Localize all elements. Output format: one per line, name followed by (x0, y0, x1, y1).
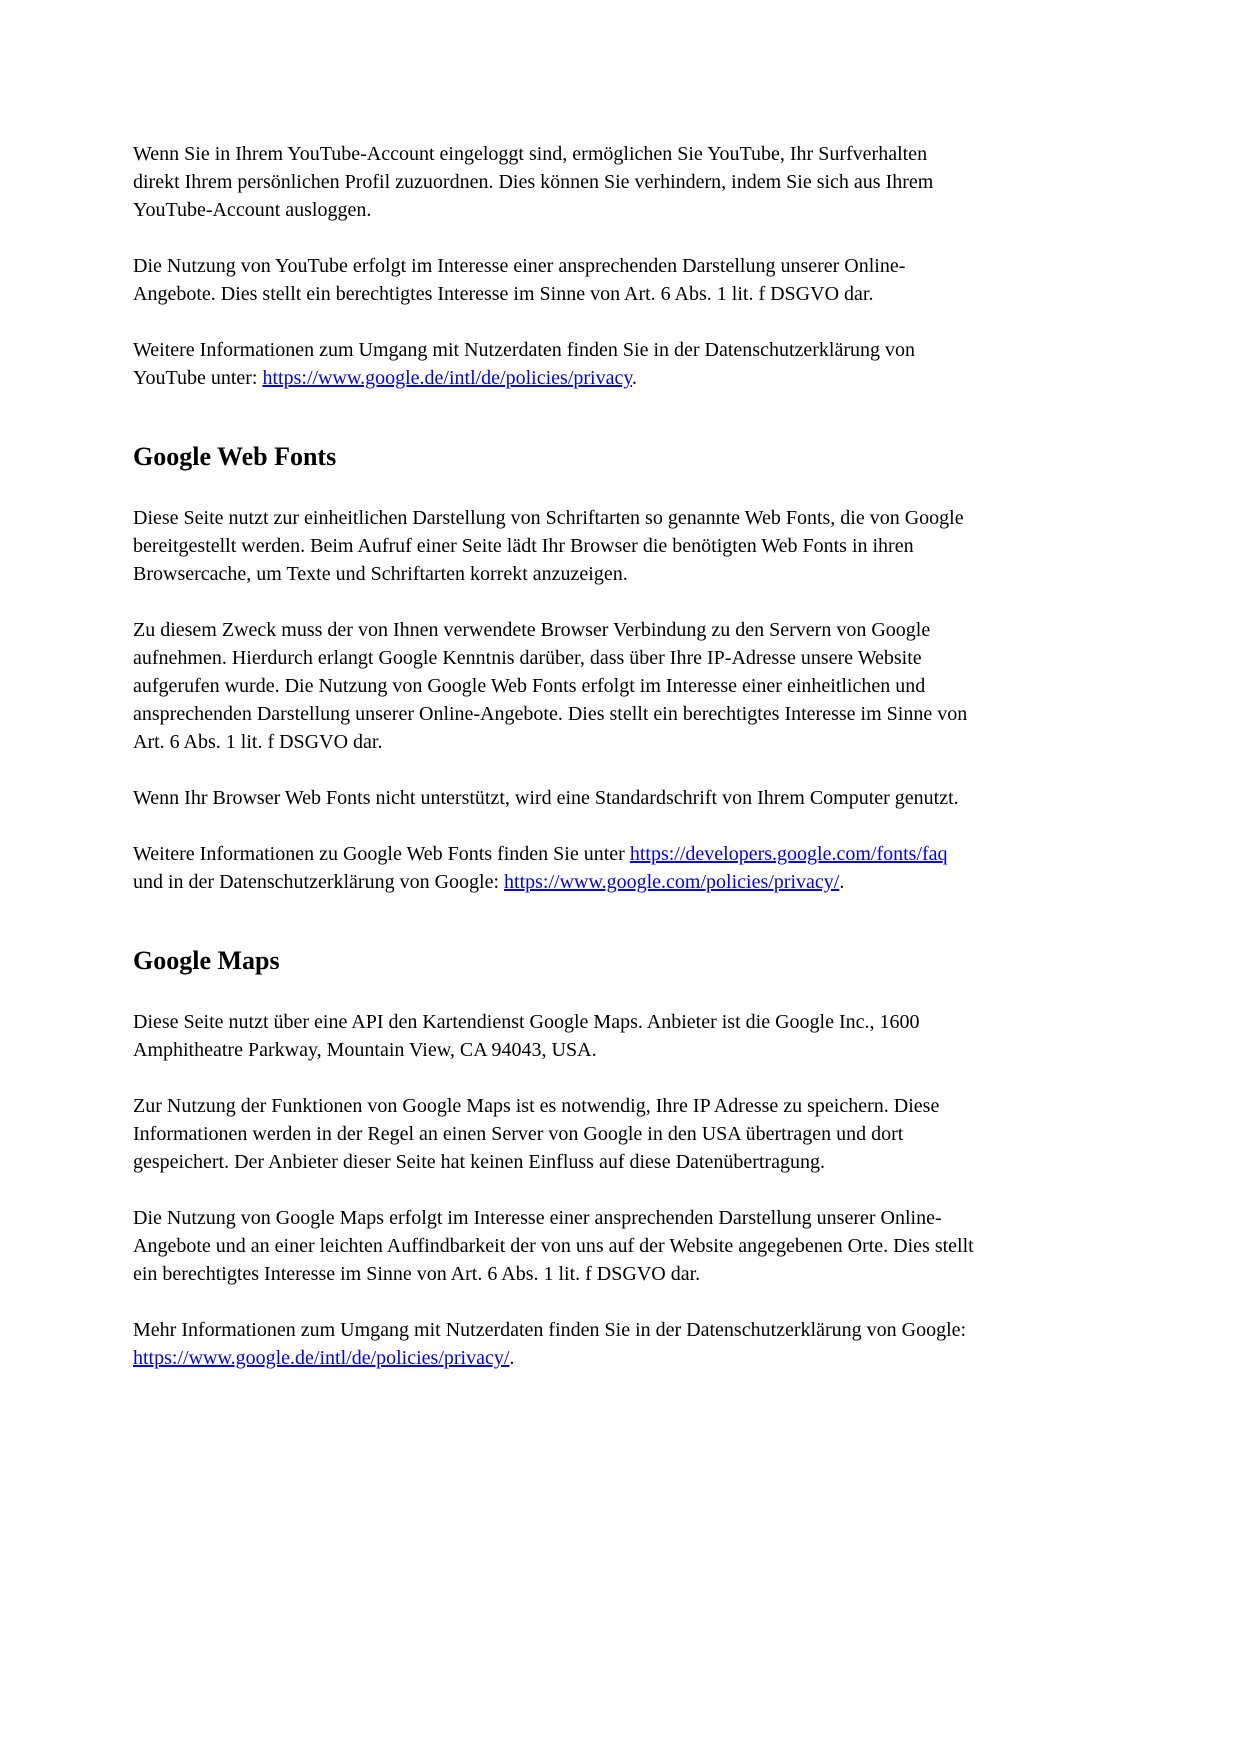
paragraph (133, 616, 975, 756)
text-run: Weitere Informationen zu Google Web Fonts finden Sie unter (133, 843, 630, 865)
paragraph (133, 252, 975, 308)
privacy-policy-link[interactable]: https://www.google.de/intl/de/policies/privacy (262, 367, 633, 389)
privacy-policy-link[interactable]: https://www.google.de/intl/de/policies/privacy/ (133, 1347, 510, 1369)
privacy-policy-link[interactable]: https://developers.google.com/fonts/faq (629, 843, 948, 865)
paragraph (133, 840, 975, 896)
paragraph (133, 1204, 975, 1288)
text-run: . (509, 1347, 515, 1369)
section-heading-google-maps: Google Maps (133, 946, 280, 975)
text-run: Mehr Informationen zum Umgang mit Nutzerdaten finden Sie in der Datenschutzerklärung von Google: (133, 1319, 967, 1341)
paragraph (133, 1008, 975, 1064)
text-run: Die Nutzung von YouTube erfolgt im Interesse einer ansprechenden Darstellung unserer Online-Angebote. Dies stellt ein berechtigtes Interesse im Sinne von Art. 6 Abs. 1 lit. f DSGVO dar. (133, 255, 906, 305)
paragraph (133, 504, 975, 588)
paragraph (133, 140, 975, 224)
text-run: Weitere Informationen zum Umgang mit Nutzerdaten finden Sie in der Datenschutzerklärung von YouTube unter: (133, 339, 916, 389)
paragraph (133, 1092, 975, 1176)
text-run: Zur Nutzung der Funktionen von Google Maps ist es notwendig, Ihre IP Adresse zu speichern. Diese Informationen werden in der Regel an einen Server von Google in den USA übertragen und dort gespeichert. Der Anbieter dieser Seite hat keinen Einfluss auf diese Datenübertragung. (133, 1095, 940, 1173)
text-run: Wenn Sie in Ihrem YouTube-Account eingeloggt sind, ermöglichen Sie YouTube, Ihr Surfverhalten direkt Ihrem persönlichen Profil zuzuordnen. Dies können Sie verhindern, indem Sie sich aus Ihrem YouTube-Account ausloggen. (133, 143, 934, 221)
text-run: Diese Seite nutzt über eine API den Kartendienst Google Maps. Anbieter ist die Google Inc., 1600 Amphitheatre Parkway, Mountain View, CA 94043, USA. (133, 1011, 920, 1061)
text-run: . (632, 367, 638, 389)
paragraph (133, 336, 975, 392)
text-run: Die Nutzung von Google Maps erfolgt im Interesse einer ansprechenden Darstellung unserer Online-Angebote und an einer leichten Auffindbarkeit der von uns auf der Website angegebenen Orte. Dies stellt ein berechtigtes Interesse im Sinne von Art. 6 Abs. 1 lit. f DSGVO dar. (133, 1207, 974, 1285)
paragraph (133, 1316, 975, 1372)
document-content (133, 140, 975, 1400)
paragraph (133, 784, 975, 812)
text-run: Diese Seite nutzt zur einheitlichen Darstellung von Schriftarten so genannte Web Fonts, die von Google bereitgestellt werden. Beim Aufruf einer Seite lädt Ihr Browser die benötigten Web Fonts in ihren Browsercache, um Texte und Schriftarten korrekt anzuzeigen. (133, 507, 964, 585)
text-run: Wenn Ihr Browser Web Fonts nicht unterstützt, wird eine Standardschrift von Ihrem Computer genutzt. (133, 787, 959, 809)
text-run: Zu diesem Zweck muss der von Ihnen verwendete Browser Verbindung zu den Servern von Google aufnehmen. Hierdurch erlangt Google Kenntnis darüber, dass über Ihre IP-Adresse unsere Website aufgerufen wurde. Die Nutzung von Google Web Fonts erfolgt im Interesse einer einheitlichen und ansprechenden Darstellung unserer Online-Angebote. Dies stellt ein berechtigtes Interesse im Sinne von Art. 6 Abs. 1 lit. f DSGVO dar. (133, 619, 968, 753)
text-run: . (839, 871, 845, 893)
text-run: und in der Datenschutzerklärung von Google: (133, 871, 505, 893)
section-heading-google-web-fonts: Google Web Fonts (133, 442, 337, 471)
privacy-policy-link[interactable]: https://www.google.com/policies/privacy/ (504, 871, 840, 893)
